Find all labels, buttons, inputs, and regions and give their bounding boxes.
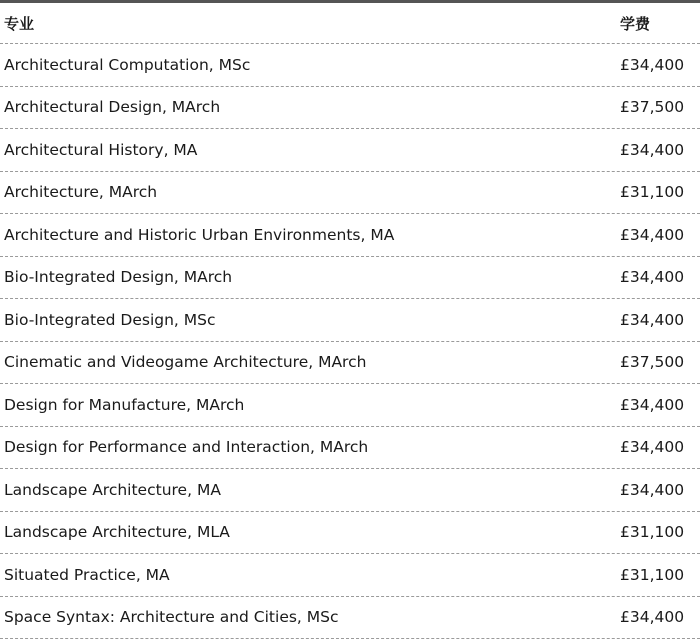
tuition-fee: £34,400 — [620, 140, 685, 159]
tuition-fee: £34,400 — [620, 608, 685, 627]
tuition-fee: £31,100 — [620, 183, 685, 202]
program-name: Cinematic and Videogame Architecture, MArch — [4, 353, 367, 372]
program-name: Situated Practice, MA — [4, 565, 170, 584]
program-name: Architectural Computation, MSc — [4, 55, 251, 74]
program-name: Landscape Architecture, MA — [4, 480, 221, 499]
tuition-fee: £37,500 — [620, 353, 685, 372]
program-name: Space Syntax: Architecture and Cities, MSc — [4, 608, 339, 627]
table-row — [0, 87, 700, 130]
table-row — [0, 44, 700, 87]
tuition-fee: £34,400 — [620, 55, 685, 74]
table-header-row — [0, 3, 700, 44]
tuition-fee: £34,400 — [620, 480, 685, 499]
tuition-fee: £34,400 — [620, 438, 685, 457]
program-name: Design for Manufacture, MArch — [4, 395, 245, 414]
table-row — [0, 384, 700, 427]
program-name: Architecture, MArch — [4, 183, 158, 202]
tuition-fee: £34,400 — [620, 395, 685, 414]
tuition-fee: £31,100 — [620, 523, 685, 542]
table-row — [0, 427, 700, 470]
program-name: Landscape Architecture, MLA — [4, 523, 230, 542]
table-row — [0, 299, 700, 342]
table-row — [0, 129, 700, 172]
table-row — [0, 257, 700, 300]
program-name: Bio-Integrated Design, MArch — [4, 268, 233, 287]
program-name: Architectural Design, MArch — [4, 98, 221, 117]
tuition-fee: £34,400 — [620, 310, 685, 329]
header-program: 专业 — [4, 14, 35, 33]
program-name: Architectural History, MA — [4, 140, 198, 159]
table-body — [0, 44, 700, 639]
tuition-fee: £34,400 — [620, 225, 685, 244]
program-name: Architecture and Historic Urban Environments, MA — [4, 225, 395, 244]
table-row — [0, 342, 700, 385]
tuition-fee: £37,500 — [620, 98, 685, 117]
header-fee: 学费 — [620, 14, 651, 33]
table-row — [0, 214, 700, 257]
table-row — [0, 597, 700, 640]
table-row — [0, 554, 700, 597]
program-name: Design for Performance and Interaction, MArch — [4, 438, 369, 457]
program-name: Bio-Integrated Design, MSc — [4, 310, 216, 329]
table-row — [0, 172, 700, 215]
tuition-fee: £31,100 — [620, 565, 685, 584]
table-row — [0, 512, 700, 555]
tuition-fee: £34,400 — [620, 268, 685, 287]
table-row — [0, 469, 700, 512]
